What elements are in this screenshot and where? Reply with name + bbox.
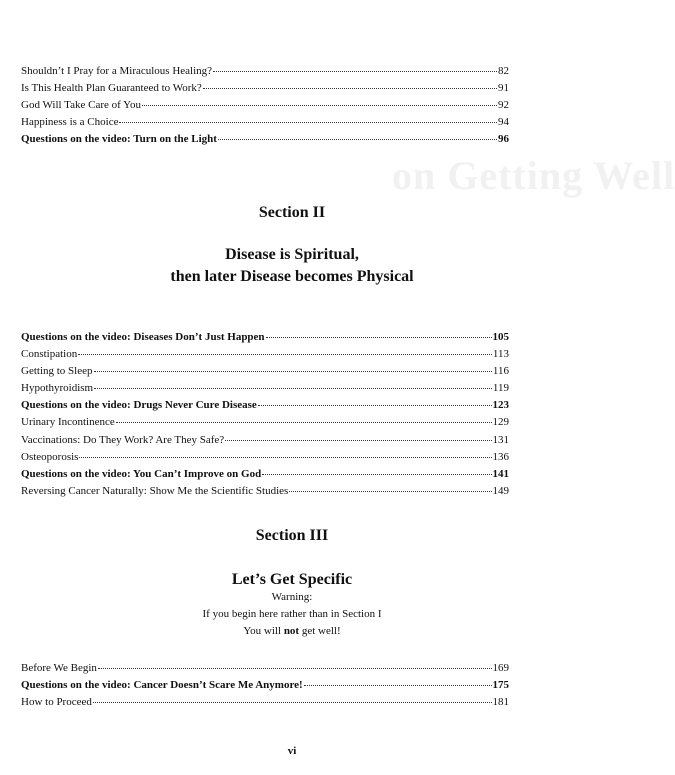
section-2-title-line2: then later Disease becomes Physical bbox=[170, 268, 414, 285]
toc-dot-leader bbox=[266, 337, 492, 338]
toc-entry-page: 129 bbox=[492, 416, 509, 429]
toc-entry-page: 175 bbox=[492, 679, 509, 692]
toc-entry-page: 82 bbox=[498, 65, 509, 77]
toc-dot-leader bbox=[289, 491, 491, 492]
toc-entry-page: 169 bbox=[492, 662, 509, 674]
toc-list-section-3 bbox=[21, 660, 509, 711]
toc-entry bbox=[21, 63, 509, 80]
toc-entry bbox=[21, 466, 509, 483]
warning-label: Warning: bbox=[271, 591, 313, 603]
toc-dot-leader bbox=[213, 71, 497, 72]
toc-entry bbox=[21, 97, 509, 114]
toc-entry-title: How to Proceed bbox=[21, 696, 92, 709]
toc-entry bbox=[21, 131, 509, 148]
toc-entry-title: Osteoporosis bbox=[21, 450, 79, 463]
toc-entry bbox=[21, 80, 509, 97]
toc-entry-page: 96 bbox=[498, 133, 509, 146]
toc-entry bbox=[21, 114, 509, 131]
toc-entry-title: Before We Begin bbox=[21, 662, 97, 674]
toc-entry bbox=[21, 449, 509, 466]
toc-entry-title: Reversing Cancer Naturally: Show Me the Scientific Studies bbox=[21, 484, 289, 497]
toc-dot-leader bbox=[262, 474, 491, 475]
toc-entry-page: 113 bbox=[492, 348, 509, 361]
toc-dot-leader bbox=[79, 457, 491, 458]
toc-entry bbox=[21, 363, 509, 380]
toc-entry-title: God Will Take Care of You bbox=[21, 99, 141, 112]
warning-line2-bold: not bbox=[283, 625, 300, 637]
toc-dot-leader bbox=[94, 371, 492, 372]
warning-line2 bbox=[0, 624, 584, 638]
toc-entry-page: 131 bbox=[492, 433, 509, 446]
section-3-title: Let’s Get Specific bbox=[231, 571, 353, 588]
toc-dot-leader bbox=[304, 685, 492, 686]
toc-dot-leader bbox=[258, 405, 492, 406]
toc-entry-title: Questions on the video: Turn on the Light bbox=[21, 133, 217, 146]
toc-entry-page: 149 bbox=[492, 484, 509, 497]
warning-line1: If you begin here rather than in Section I bbox=[202, 608, 382, 620]
toc-entry-page: 116 bbox=[492, 365, 509, 378]
toc-entry bbox=[21, 677, 509, 694]
toc-dot-leader bbox=[116, 422, 492, 423]
warning-line2-pre: You will bbox=[243, 625, 284, 637]
toc-list-section-2 bbox=[21, 329, 509, 500]
section-2-heading: Section II bbox=[258, 204, 326, 221]
toc-entry-title: Constipation bbox=[21, 348, 78, 361]
toc-entry-page: 105 bbox=[492, 331, 509, 343]
toc-entry bbox=[21, 660, 509, 677]
toc-entry-title: Vaccinations: Do They Work? Are They Safe? bbox=[21, 433, 225, 446]
toc-list-top bbox=[21, 63, 509, 148]
toc-dot-leader bbox=[93, 702, 492, 703]
toc-entry-page: 141 bbox=[492, 467, 509, 480]
section-2-title-line1: Disease is Spiritual, bbox=[225, 246, 359, 263]
toc-entry-page: 136 bbox=[492, 450, 509, 463]
toc-entry bbox=[21, 380, 509, 397]
toc-dot-leader bbox=[78, 354, 492, 355]
toc-entry-title: Getting to Sleep bbox=[21, 365, 93, 378]
toc-entry-title: Questions on the video: Cancer Doesn’t Scare Me Anymore! bbox=[21, 679, 303, 692]
toc-dot-leader bbox=[218, 139, 497, 140]
toc-dot-leader bbox=[119, 122, 497, 123]
toc-entry bbox=[21, 414, 509, 431]
bleed-through-text: on Getting Well bbox=[392, 153, 675, 198]
toc-dot-leader bbox=[225, 440, 491, 441]
toc-entry-page: 92 bbox=[498, 99, 509, 112]
toc-entry bbox=[21, 483, 509, 500]
toc-entry-page: 119 bbox=[492, 382, 509, 395]
toc-entry bbox=[21, 397, 509, 414]
toc-dot-leader bbox=[94, 388, 492, 389]
toc-dot-leader bbox=[203, 88, 497, 89]
warning-line2-post: get well! bbox=[299, 625, 341, 637]
toc-entry-page: 94 bbox=[498, 116, 509, 129]
toc-entry-title: Urinary Incontinence bbox=[21, 416, 115, 429]
toc-entry-page: 123 bbox=[492, 399, 509, 412]
toc-entry bbox=[21, 346, 509, 363]
toc-entry-title: Questions on the video: You Can’t Improve on God bbox=[21, 467, 262, 480]
toc-entry-page: 181 bbox=[492, 696, 509, 709]
toc-entry bbox=[21, 329, 509, 346]
toc-dot-leader bbox=[142, 105, 497, 106]
toc-entry-title: Questions on the video: Drugs Never Cure Disease bbox=[21, 399, 257, 412]
toc-entry bbox=[21, 432, 509, 449]
toc-entry bbox=[21, 694, 509, 711]
toc-entry-title: Shouldn’t I Pray for a Miraculous Healing? bbox=[21, 65, 213, 77]
toc-entry-title: Happiness is a Choice bbox=[21, 116, 119, 129]
page-number: vi bbox=[287, 745, 297, 757]
section-3-heading: Section III bbox=[255, 527, 329, 544]
toc-entry-title: Is This Health Plan Guaranteed to Work? bbox=[21, 82, 202, 95]
toc-entry-page: 91 bbox=[498, 82, 509, 95]
toc-entry-title: Questions on the video: Diseases Don’t Just Happen bbox=[21, 331, 265, 343]
toc-entry-title: Hypothyroidism bbox=[21, 382, 94, 395]
toc-dot-leader bbox=[98, 668, 492, 669]
